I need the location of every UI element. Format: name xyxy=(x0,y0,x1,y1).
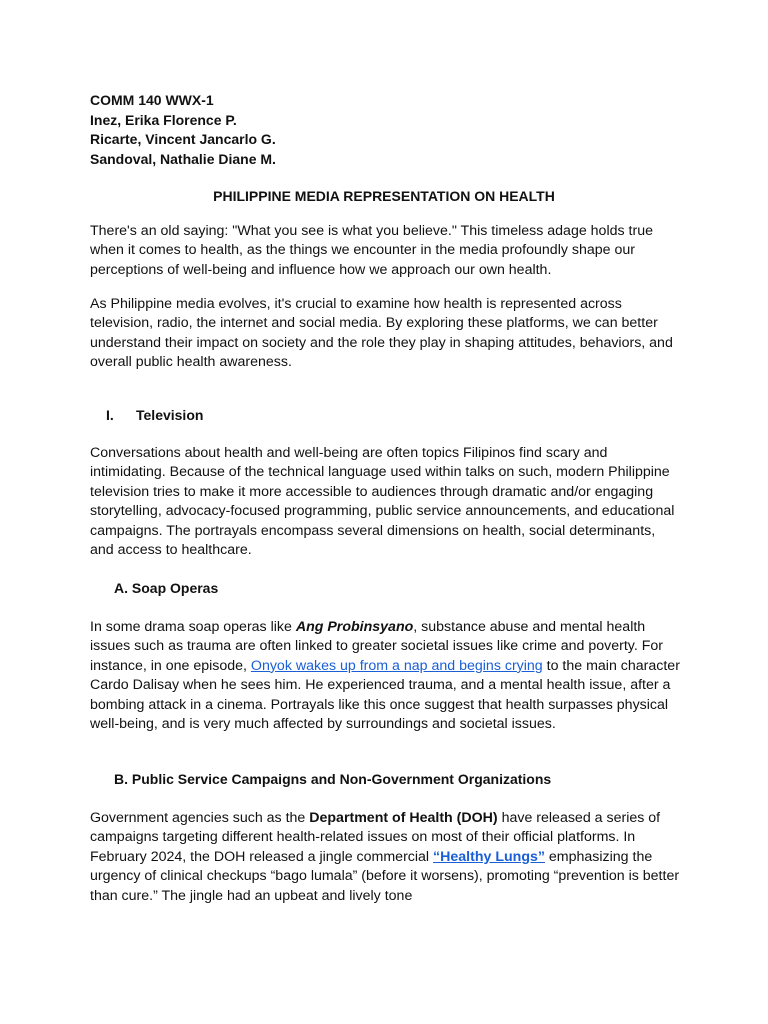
intro-paragraph-2: As Philippine media evolves, it's crucial to examine how health is represented across television, radio, the internet and social media. By exploring these platforms, we can better understand their impact on society and the role they play in shaping attitudes, behaviors, and overall public health awareness. xyxy=(90,296,673,371)
author-name: Ricarte, Vincent Jancarlo G. xyxy=(90,131,276,147)
text-run: Government agencies such as the xyxy=(90,810,310,826)
television-paragraph: Conversations about health and well-being are often topics Filipinos find scary and intimidating. Because of the technical language used within talks on such, modern Philippine television tries to make it more accessible to audiences through dramatic and/or engaging storytelling, advocacy-focused programming, public service announcements, and educational campaigns. The portrayals encompass several dimensions on health, social determinants, and access to healthcare. xyxy=(90,445,675,559)
subsection-heading-public-service: B. Public Service Campaigns and Non-Government Organizations xyxy=(114,771,552,787)
course-code: COMM 140 WWX-1 xyxy=(90,92,214,108)
author-header xyxy=(90,91,276,169)
show-title: Ang Probinsyano xyxy=(295,619,414,635)
onyok-episode-link[interactable]: Onyok wakes up from a nap and begins crying xyxy=(250,657,543,674)
text-run: have released a series of campaigns targeting different health-related issues on most of their official platforms. In February 2024, the DOH released a jingle commercial xyxy=(90,810,661,865)
soap-operas-paragraph xyxy=(90,618,680,734)
text-run: to the main character Cardo Dalisay when he sees him. He experienced trauma, and a mental health issue, after a bombing attack in a cinema. Portrayals like this once suggest that health surpasses physical well-being, and is very much affected by surroundings and societal issues. xyxy=(90,657,680,733)
section-heading-television xyxy=(106,406,203,425)
text-run: emphasizing the urgency of clinical checkups “bago lumala” (before it worsens), promoting “prevention is better than cure.” The jingle had an upbeat and lively tone xyxy=(90,848,680,904)
text-run: , substance abuse and mental health issues such as trauma are often linked to greater societal issues like crime and poverty. For instance, in one episode, xyxy=(90,619,664,674)
document-title: PHILIPPINE MEDIA REPRESENTATION ON HEALTH xyxy=(213,188,555,204)
doh-name: Department of Health (DOH) xyxy=(309,810,498,826)
section-number: I. xyxy=(106,407,114,423)
section-title: Television xyxy=(136,407,204,423)
intro-paragraph-1: There's an old saying: "What you see is what you believe." This timeless adage holds true when it comes to health, as the things we encounter in the media profoundly shape our perceptions of well-being and influence how we approach our own health. xyxy=(90,223,653,278)
text-run: In some drama soap operas like xyxy=(90,619,296,635)
subsection-heading-soap-operas: A. Soap Operas xyxy=(114,580,219,596)
public-service-paragraph xyxy=(90,809,680,906)
healthy-lungs-link[interactable]: “Healthy Lungs” xyxy=(433,848,545,865)
author-name: Sandoval, Nathalie Diane M. xyxy=(90,150,276,167)
author-name: Inez, Erika Florence P. xyxy=(90,111,237,128)
